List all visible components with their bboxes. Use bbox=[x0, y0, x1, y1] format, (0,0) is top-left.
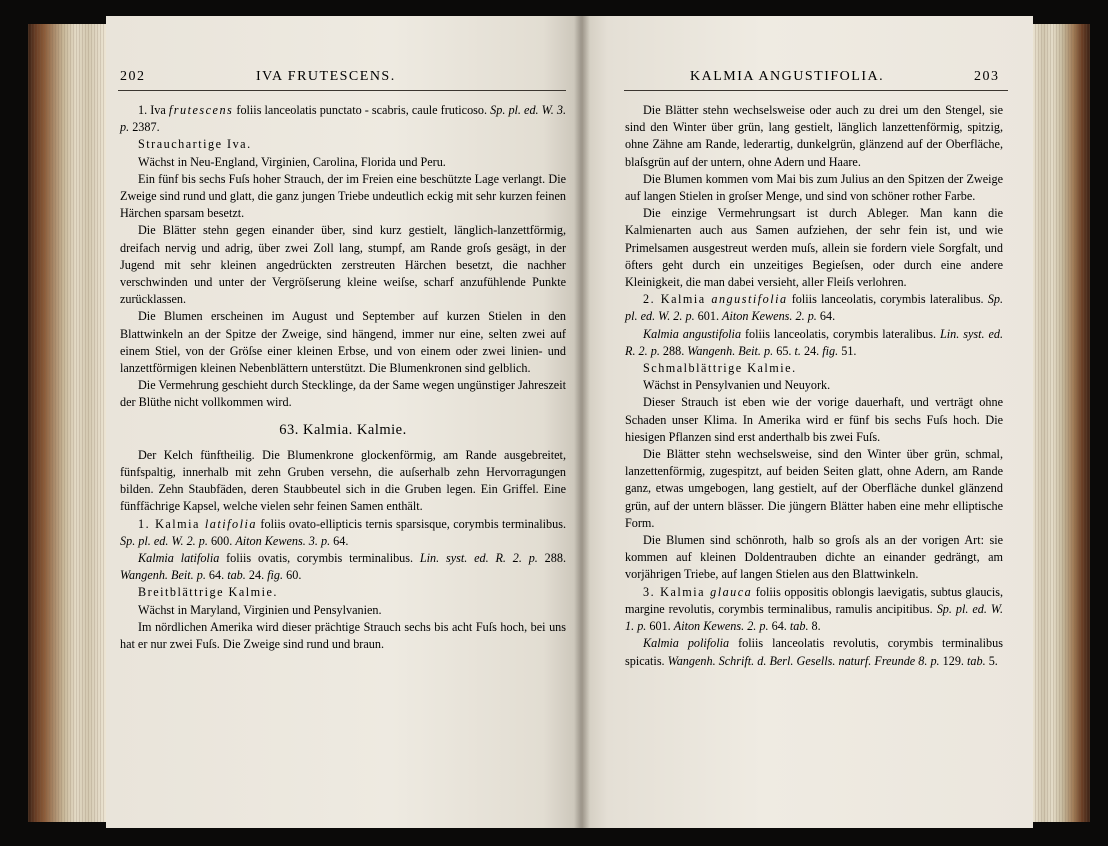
genus-description: Der Kelch fünftheilig. Die Blumenkrone glockenförmig, am Rande ausgebreitet, fünfspaltig, innerhalb mit zehn Gruben versehn, die auſserhalb zehn Hervorragungen bilden. Zehn Staubfäden, deren Staubbeutel sich in die Gruben legen. Ein Griffel. Eine fünffächrige Kapsel, welche vielen sehr feinen Samen enthält. bbox=[120, 447, 566, 514]
citation: tab. bbox=[967, 653, 986, 668]
paragraph: Ein fünf bis sechs Fuſs hoher Strauch, der im Freien eine beschützte Lage verlangt. Die Zweige sind rund und glatt, die ganz jungen Triebe undeutlich eckig mit sehr kurzen feinen Härchen sparsam besetzt. bbox=[120, 171, 566, 221]
species-epithet: latifolia bbox=[204, 516, 257, 531]
citation-number: 64. bbox=[205, 568, 228, 583]
entry-number: 3. Kalmia bbox=[643, 584, 711, 599]
citation: Lin. syst. ed. R. 2. p. bbox=[625, 326, 1003, 358]
diagnosis: foliis oppositis oblongis laevigatis, subtus glaucis, margine revolutis, corymbis terminalibus, ramulis ancipitibus. bbox=[625, 584, 1004, 616]
paragraph: Dieser Strauch ist eben wie der vorige dauerhaft, und verträgt ohne Schaden unser Klima. In Amerika wird er fünf bis sechs Fuſs hoch. Die hiesigen Pflanzen sind erst anderthalb bis zwei Fuſs. bbox=[625, 395, 1003, 444]
paragraph: Die Blätter stehn gegen einander über, sind kurz gestielt, länglich-lanzettförmig, dreifach nervig und adrig, über zwei Zoll lang, stumpf, am Rande groſs gesägt, in der Jugend mit sehr kleinen angedrückten zerstreuten Härchen besetzt, die nachher verschwinden und unter der Vergröſserung kleine weiſse, scharf anzufühlende Punkte zurücklassen. bbox=[120, 223, 566, 307]
right-page-text bbox=[625, 102, 1003, 670]
paragraph: Die einzige Vermehrungsart ist durch Ableger. Man kann die Kalmienarten auch aus Samen aufziehen, der sehr fein ist, und wie Primelsamen ausgestreut werden muſs, allein sie fordern viele Sorgfalt, und öfters geht durch ein unzeitiges Begieſsen, oder durch eine andere Kleinigkeit, die man dabei versieht, aller Fleiſs verlohren. bbox=[625, 206, 1003, 290]
citation-number: 601. bbox=[694, 309, 723, 324]
citation: Aiton Kewens. 2. p. bbox=[673, 619, 769, 634]
citation-number: 64. bbox=[330, 533, 349, 548]
citation-number: 288. bbox=[537, 551, 566, 566]
paragraph: Die Blumen erscheinen im August und September auf kurzen Stielen in den Blattwinkeln an der Spitze der Zweige, sind hängend, immer nur eine, selten zwei auf einem Stiel, von der Gröſse einer kleinen Erbse, und von einem oder zwei linien- und lanzettförmigen kleinen Nebenblättern unterstützt. Die Blumenkronen sind gelblich. bbox=[120, 309, 566, 376]
citation-number: 600. bbox=[207, 533, 236, 548]
citation: Wangenh. Beit. p. bbox=[687, 343, 774, 358]
citation: Wangenh. Beit. p. bbox=[120, 568, 206, 583]
citation: Sp. pl. ed. W. 1. p. bbox=[625, 601, 1004, 634]
citation-number: 129. bbox=[939, 653, 968, 668]
right-page-edges bbox=[1032, 24, 1090, 822]
diagnosis: foliis ovatis, corymbis terminalibus. bbox=[219, 551, 420, 566]
citation: Lin. syst. ed. R. 2. p. bbox=[419, 551, 538, 566]
species-epithet: glauca bbox=[710, 584, 753, 599]
citation: fig. bbox=[822, 343, 839, 358]
diagnosis: foliis lanceolatis, corymbis lateralibus. bbox=[787, 292, 988, 307]
genus-heading: 63. Kalmia. Kalmie. bbox=[279, 421, 407, 438]
left-page-number: 202 bbox=[120, 69, 146, 84]
common-name: Strauchartige Iva. bbox=[138, 137, 252, 152]
citation: tab. bbox=[789, 619, 809, 634]
citation-number: 24. bbox=[800, 343, 823, 358]
species-entry bbox=[625, 291, 1003, 325]
citation-number: 60. bbox=[283, 568, 302, 583]
citation-number: 24. bbox=[245, 568, 268, 583]
paragraph: Die Vermehrung geschieht durch Stecklinge, da der Same wegen ungünstiger Jahreszeit der Blüthe nicht vollkommen wird. bbox=[120, 378, 566, 410]
book-gutter bbox=[574, 16, 590, 828]
left-page-text bbox=[120, 102, 566, 653]
species-epithet: angustifolia bbox=[711, 292, 788, 307]
right-page-number: 203 bbox=[974, 69, 1000, 84]
paragraph: Im nördlichen Amerika wird dieser prächtige Strauch sechs bis acht Fuſs hoch, bei uns hat er nur zwei Fuſs. Die Zweige sind rund und braun. bbox=[120, 619, 566, 652]
citation-number: 64. bbox=[768, 619, 790, 634]
citation: Wangenh. Schrift. d. Berl. Gesells. naturf. Freunde 8. p. bbox=[667, 653, 940, 668]
paragraph: Die Blätter stehn wechselsweise, sind den Winter über grün, schmal, lanzettenförmig, zugespitzt, auf beiden Seiten glatt, ohne Adern, am Rande ganz, etwas umgebogen, lang gestielt, auf der Oberfläche dunkel glänzend grün, auf der untern blässer. Die jüngern Blätter haben eine mehr elliptische Form. bbox=[625, 447, 1003, 530]
distribution: Wächst in Maryland, Virginien und Pensylvanien. bbox=[138, 602, 382, 617]
citation: Sp. pl. ed. W. 2. p. bbox=[625, 292, 1003, 324]
species-epithet: frutescens bbox=[168, 103, 234, 117]
citation-number: 8. bbox=[808, 619, 821, 634]
synonym-name: Kalmia latifolia bbox=[138, 551, 220, 566]
synonym bbox=[625, 326, 1003, 360]
citation: Aiton Kewens. 2. p. bbox=[722, 309, 817, 324]
left-running-head: IVA FRUTESCENS. bbox=[256, 69, 396, 84]
species-entry bbox=[625, 584, 1003, 636]
right-header-rule bbox=[624, 90, 1008, 91]
species-entry bbox=[120, 102, 566, 136]
citation-number: 601. bbox=[646, 619, 674, 634]
left-page-edges bbox=[28, 24, 108, 822]
synonym-name: Kalmia polifolia bbox=[643, 636, 730, 651]
citation-number: 65. bbox=[773, 343, 795, 358]
paragraph: Die Blätter stehn wechselsweise oder auch zu drei um den Stengel, sie sind den Winter über grün, lang gestielt, länglich lanzettenförmig, spitzig, ohne Zähne am Rande, lederartig, dunkelgrün, glänzend auf der Oberfläche, blaſsgrün auf der untern, ohne Adern und Haare. bbox=[625, 103, 1003, 169]
diagnosis: foliis lanceolatis revolutis, corymbis terminalibus spicatis. bbox=[625, 636, 1003, 668]
left-header-rule bbox=[118, 90, 566, 91]
distribution: Wächst in Pensylvanien und Neuyork. bbox=[643, 378, 831, 393]
citation-number: 64. bbox=[816, 309, 836, 324]
diagnosis: foliis ovato-ellipticis ternis sparsisque, corymbis terminalibus. bbox=[257, 516, 567, 531]
citation: Aiton Kewens. 3. p. bbox=[235, 533, 331, 548]
open-book bbox=[28, 16, 1090, 828]
citation-number: 2387. bbox=[129, 120, 160, 135]
synonym bbox=[120, 550, 566, 584]
right-running-head: KALMIA ANGUSTIFOLIA. bbox=[690, 69, 885, 84]
citation: t. bbox=[794, 343, 801, 358]
citation: tab. bbox=[227, 568, 246, 583]
citation: Sp. pl. ed. W. 3. p. bbox=[120, 103, 566, 135]
common-name: Breitblättrige Kalmie. bbox=[138, 585, 278, 600]
entry-number: 2. Kalmia bbox=[643, 292, 712, 307]
entry-number: 1. Iva bbox=[138, 103, 169, 117]
diagnosis: foliis lanceolatis punctato - scabris, caule fruticoso. bbox=[233, 103, 491, 117]
citation-number: 5. bbox=[985, 653, 998, 668]
paragraph: Die Blumen kommen vom Mai bis zum Julius an den Spitzen der Zweige auf langen Stielen in groſser Menge, und sind von schöner rother Farbe. bbox=[625, 171, 1003, 204]
citation-number: 288. bbox=[659, 343, 688, 358]
paragraph: Die Blumen sind schönroth, halb so groſs als an der vorigen Art: sie kommen auf kleinen Doldentrauben dichte an einander gedrängt, am vorjährigen Triebe, auf langen Stielen aus den Blattwinkeln. bbox=[625, 533, 1003, 582]
synonym-name: Kalmia angustifolia bbox=[643, 326, 742, 341]
citation-number: 51. bbox=[838, 343, 857, 358]
citation: Sp. pl. ed. W. 2. p. bbox=[120, 533, 208, 548]
synonym bbox=[625, 635, 1003, 669]
citation: fig. bbox=[267, 568, 284, 583]
species-entry bbox=[120, 516, 566, 550]
diagnosis: foliis lanceolatis, corymbis lateralibus. bbox=[741, 326, 940, 341]
entry-number: 1. Kalmia bbox=[138, 516, 205, 531]
common-name: Schmalblättrige Kalmie. bbox=[643, 361, 797, 376]
distribution: Wächst in Neu-England, Virginien, Carolina, Florida und Peru. bbox=[138, 154, 446, 169]
